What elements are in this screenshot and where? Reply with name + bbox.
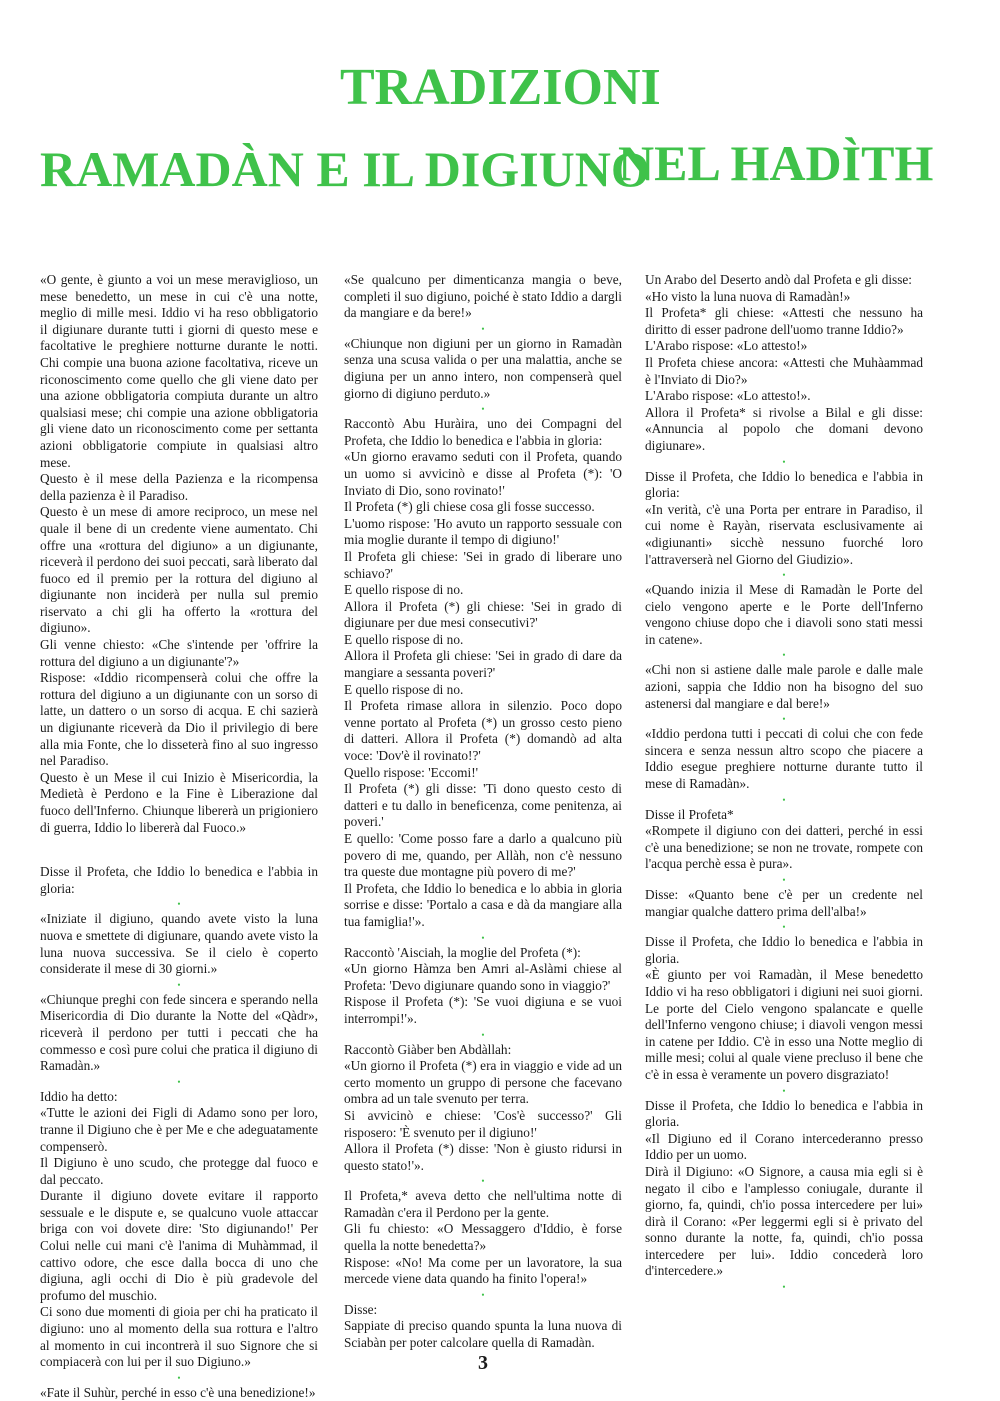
- separator-dot: •: [782, 1085, 786, 1096]
- paragraph: E quello rispose di no.: [344, 681, 464, 697]
- separator-dot: •: [782, 456, 786, 467]
- paragraph: Disse il Profeta, che Iddio lo benedica e l'abbia in gloria.: [645, 1097, 923, 1130]
- paragraph: Raccontò 'Aisciah, la moglie del Profeta (*):: [344, 944, 581, 960]
- paragraph: «Un giorno Hàmza ben Amri al-Aslàmi chiese al Profeta: 'Devo digiunare quando sono in viaggio?': [344, 961, 622, 993]
- paragraph: L'Arabo rispose: «Lo attesto!».: [645, 388, 811, 404]
- separator-dot: •: [481, 1176, 485, 1187]
- separator-dot: •: [481, 932, 485, 943]
- paragraph: Disse il Profeta, che Iddio lo benedica e l'abbia in gloria.: [645, 934, 923, 966]
- title-line-2: RAMADÀN E IL DIGIUNO: [40, 141, 650, 197]
- paragraph: «Ho visto la luna nuova di Ramadàn!»: [645, 288, 851, 304]
- paragraph: Disse il Profeta*: [645, 806, 734, 822]
- separator-dot: •: [782, 922, 786, 933]
- text-column-2: [344, 272, 622, 1352]
- paragraph: Gli fu chiesto: «O Messaggero d'Iddio, è forse quella la notte benedetta?»: [344, 1221, 622, 1254]
- separator-dot: •: [782, 714, 786, 725]
- paragraph: Gli venne chiesto: «Che s'intende per 'offrire la rottura del digiuno a un digiunante'?»: [40, 637, 318, 669]
- title-line-1: TRADIZIONI: [340, 59, 661, 116]
- paragraph: «In verità, c'è una Porta per entrare in Paradiso, il cui nome è Rayàn, riservata esclusivamente ai «digiunanti» sicchè nessuno fuorché loro l'attraverserà nel Giorno del Giudizio».: [645, 501, 923, 567]
- paragraph: E quello: 'Come posso fare a darlo a qualcuno più povero di me, quando, per Allàh, non c'è nessuno tra queste due montagne più povero di me?': [344, 831, 622, 880]
- separator-dot: •: [782, 1282, 786, 1293]
- paragraph: Il Profeta rimase allora in silenzio. Poco dopo venne portato al Profeta (*) un grosso cesto pieno di datteri. Allora il Profeta (*) domandò ad alta voce: 'Dov'è il rovinato!?': [344, 698, 622, 764]
- paragraph: «Rompete il digiuno con dei datteri, perché in essi c'è una benedizione; se non ne trovate, rompete con l'acqua perchè essa è pura».: [645, 823, 923, 872]
- paragraph: Il Profeta* gli chiese: «Attesti che nessuno ha diritto di esser padrone dell'uomo tranne Iddio?»: [645, 305, 923, 337]
- paragraph: Il Profeta gli chiese: 'Sei in grado di liberare uno schiavo?': [344, 548, 622, 581]
- paragraph: E quello rispose di no.: [344, 582, 464, 598]
- separator-dot: •: [481, 323, 485, 334]
- paragraph: «Un giorno eravamo seduti con il Profeta, quando un uomo si avvicinò e disse al Profeta (*): 'O Inviato di Dio, sono rovinato!': [344, 449, 622, 498]
- spacer: [40, 850, 318, 864]
- paragraph: Allora il Profeta (*) disse: 'Non è giusto ridursi in questo stato!'».: [344, 1141, 622, 1173]
- paragraph: «Fate il Suhùr, perché in esso c'è una benedizione!»: [40, 1384, 316, 1400]
- paragraph: Il Profeta (*) gli disse: 'Ti dono questo cesto di datteri e tu dallo in beneficenza, come penitenza, ai poveri.': [344, 781, 622, 830]
- paragraph: Raccontò Giàber ben Abdàllah:: [344, 1041, 512, 1057]
- separator-dot: •: [481, 1289, 485, 1300]
- paragraph: Durante il digiuno dovete evitare il rapporto sessuale e le dispute e, se qualcuno vuole attaccar briga con voi dovete dire: 'Sto digiunando!' Per Colui nelle cui mani c'è l'anima di Muhàmmad, il cattivo odore, che esce dalla bocca di uno che digiuna, agli occhi di Dio è più gradevole del profumo del muschio.: [40, 1188, 318, 1303]
- separator-dot: •: [177, 1076, 181, 1087]
- paragraph: Allora il Profeta* si rivolse a Bilal e gli disse: «Annuncia al popolo che domani devono digiunare».: [645, 404, 923, 453]
- paragraph: «È giunto per voi Ramadàn, il Mese benedetto Iddio vi ha reso obbligatori i digiuni nei suoi giorni. Le porte del Cielo vengono spalancate e quelle dell'Inferno vengono chiuse; i diavoli vengon messi in catene per Iddio. C'è in esso una Notte meglio di mille mesi; colui al quale viene precluso il bene che c'è in essa è veramente un povero disgraziato!: [645, 967, 923, 1082]
- page-number: 3: [478, 1352, 488, 1374]
- paragraph: «Chiunque preghi con fede sincera e sperando nella Misericordia di Dio durante la Notte del «Qàdr», riceverà il perdono per tutti i peccati che ha commesso e così pure colui che pratica il digiuno di Ramadàn.»: [40, 991, 318, 1074]
- paragraph: Il Digiuno è uno scudo, che protegge dal fuoco e dal peccato.: [40, 1155, 318, 1187]
- paragraph: Il Profeta,* aveva detto che nell'ultima notte di Ramadàn c'era il Perdono per la gente.: [344, 1188, 622, 1220]
- paragraph: Disse il Profeta, che Iddio lo benedica e l'abbia in gloria:: [40, 864, 318, 896]
- paragraph: Si avvicinò e chiese: 'Cos'è successo?' Gli risposero: 'È svenuto per il digiuno!': [344, 1107, 622, 1140]
- paragraph: «Quando inizia il Mese di Ramadàn le Porte del cielo vengono aperte e le Porte dell'Inferno vengono chiuse dopo che i diavoli sono stati messi in catene».: [645, 582, 923, 647]
- paragraph: «Il Digiuno ed il Corano intercederanno presso Iddio per un uomo.: [645, 1130, 923, 1163]
- separator-dot: •: [177, 979, 181, 990]
- paragraph: Il Profeta, che Iddio lo benedica e lo abbia in gloria sorrise e disse: 'Portalo a casa e dà da mangiare alla tua famiglia!'».: [344, 880, 622, 929]
- paragraph: Rispose: «Iddio ricompenserà colui che offre la rottura del digiuno a un digiunante con un sorso di latte, un dattero o un sorso di acqua. E chi sazierà un digiunante riceverà da Dio il privilegio di bere alla mia Fonte, che lo disseterà fino al suo ingresso nel Paradiso.: [40, 670, 318, 769]
- paragraph: Sappiate di preciso quando spunta la luna nuova di Sciabàn per poter calcolare quella di Ramadàn.: [344, 1318, 622, 1351]
- separator-dot: •: [177, 1372, 181, 1383]
- paragraph: Disse:: [344, 1301, 378, 1317]
- paragraph: «Tutte le azioni dei Figli di Adamo sono per loro, tranne il Digiuno che è per Me e che adeguatamente compenserò.: [40, 1105, 318, 1154]
- paragraph: Un Arabo del Deserto andò dal Profeta e gli disse:: [645, 272, 912, 287]
- paragraph: «Iddio perdona tutti i peccati di colui che con fede sincera e senza nessun altro scopo che piacere a Iddio esegue preghiere notturne durante tutto il mese di Ramadàn».: [645, 726, 923, 792]
- separator-dot: •: [782, 570, 786, 581]
- separator-dot: •: [782, 650, 786, 661]
- paragraph: Rispose il Profeta (*): 'Se vuoi digiuna e se vuoi interrompi!'».: [344, 994, 622, 1026]
- paragraph: Il Profeta chiese ancora: «Attesti che Muhàammad è l'Inviato di Dio?»: [645, 354, 923, 387]
- paragraph: L'Arabo rispose: «Lo attesto!»: [645, 338, 808, 354]
- paragraph: Ci sono due momenti di gioia per chi ha praticato il digiuno: uno al momento della sua rottura e l'altro al momento in cui incontrerà il suo Signore che si compiacerà con lui per il suo Digiuno.»: [40, 1304, 318, 1370]
- paragraph: Raccontò Abu Huràira, uno dei Compagni del Profeta, che Iddio lo benedica e l'abbia in gloria:: [344, 416, 622, 448]
- paragraph: Disse: «Quanto bene c'è per un credente nel mangiar qualche dattero prima dell'alba!»: [645, 887, 923, 919]
- paragraph: Rispose: «No! Ma come per un lavoratore, la sua mercede viene data quando ha finito l'opera!»: [344, 1254, 622, 1287]
- paragraph: «Un giorno il Profeta (*) era in viaggio e vide ad un certo momento un gruppo di persone che facevano ombra ad un tale svenuto per terra.: [344, 1058, 622, 1107]
- separator-dot: •: [481, 404, 485, 415]
- separator-dot: •: [782, 794, 786, 805]
- text-column-1: [40, 272, 318, 1401]
- title-line-3: NEL HADÌTH: [618, 135, 934, 191]
- paragraph: Questo è un Mese il cui Inizio è Misericordia, la Medietà è Perdono e la Fine è Liberazione dal fuoco dell'Inferno. Chiunque libererà un prigioniero di guerra, Iddio lo libererà dal Fuoco.»: [40, 769, 318, 835]
- paragraph: L'uomo rispose: 'Ho avuto un rapporto sessuale con mia moglie durante il tempo di digiuno!': [344, 515, 622, 548]
- separator-dot: •: [782, 875, 786, 885]
- text-column-3: [645, 272, 923, 1294]
- paragraph: E quello rispose di no.: [344, 631, 464, 647]
- separator-dot: •: [481, 1029, 485, 1040]
- paragraph: «O gente, è giunto a voi un mese meraviglioso, un mese benedetto, un mese in cui c'è una notte, meglio di mille mesi. Iddio vi ha reso obbligatorio il digiunare durante tutti i giorni di questo mese e facoltative le preghiere notturne durante le notti. Chi compie una buona azione facoltativa, riceve un riconoscimento come quello che gli viene dato per una azione obbligatoria compiuta durante un altro qualsiasi mese; chi compie una azione obbligatoria gli viene dato un riconoscimento come per settanta azioni obbligatorie compiute in qualsiasi altro mese.: [40, 272, 318, 470]
- paragraph: Allora il Profeta (*) gli chiese: 'Sei in grado di digiunare per due mesi consecutivi?': [344, 598, 622, 631]
- paragraph: Allora il Profeta gli chiese: 'Sei in grado di dare da mangiare a sessanta poveri?': [344, 648, 622, 681]
- paragraph: «Chi non si astiene dalle male parole e dalle male azioni, sappia che Iddio non ha bisogno del suo astenersi dal mangiare e dal bere!»: [645, 662, 923, 711]
- paragraph: Quello rispose: 'Eccomi!': [344, 764, 479, 780]
- paragraph: Disse il Profeta, che Iddio lo benedica e l'abbia in gloria:: [645, 468, 923, 501]
- paragraph: «Se qualcuno per dimenticanza mangia o beve, completi il suo digiuno, poiché è stato Iddio a dargli da mangiare e da bere!»: [344, 272, 622, 321]
- separator-dot: •: [177, 899, 181, 910]
- paragraph: Dirà il Digiuno: «O Signore, a causa mia egli si è negato il cibo e l'amplesso coniugale, durante il giorno, fa, quindi, ch'io possa intercedere per lui» dirà il Corano: «Per leggermi egli si è privato del sonno durante la notte, fa, quindi, ch'io possa intercedere per lui». Iddio concederà loro d'intercedere.»: [645, 1163, 923, 1279]
- paragraph: «Chiunque non digiuni per un giorno in Ramadàn senza una scusa valida o per una malattia, anche se digiuna per un anno intero, non compenserà quel giorno di digiuno perduto.»: [344, 335, 622, 401]
- paragraph: Questo è il mese della Pazienza e la ricompensa della pazienza è il Paradiso.: [40, 471, 318, 503]
- spacer: [40, 836, 318, 850]
- paragraph: Iddio ha detto:: [40, 1088, 118, 1104]
- paragraph: Questo è un mese di amore reciproco, un mese nel quale il bene di un credente viene aumentato. Chi offre una «rottura del digiuno» a un digiunante, riceverà il perdono dei suoi peccati, sarà liberato dal fuoco ed il premio per la rottura del digiuno al digiunante non inciderà per nulla sul premio riservato a chi gli ha offerto la «rottura del digiuno».: [40, 504, 319, 636]
- paragraph: «Iniziate il digiuno, quando avete visto la luna nuova e smettete di digiunare, quando avete visto la luna nuova successiva. Se il cielo è coperto considerate il mese di 30 giorni.»: [40, 911, 318, 977]
- paragraph: Il Profeta (*) gli chiese cosa gli fosse successo.: [344, 499, 595, 515]
